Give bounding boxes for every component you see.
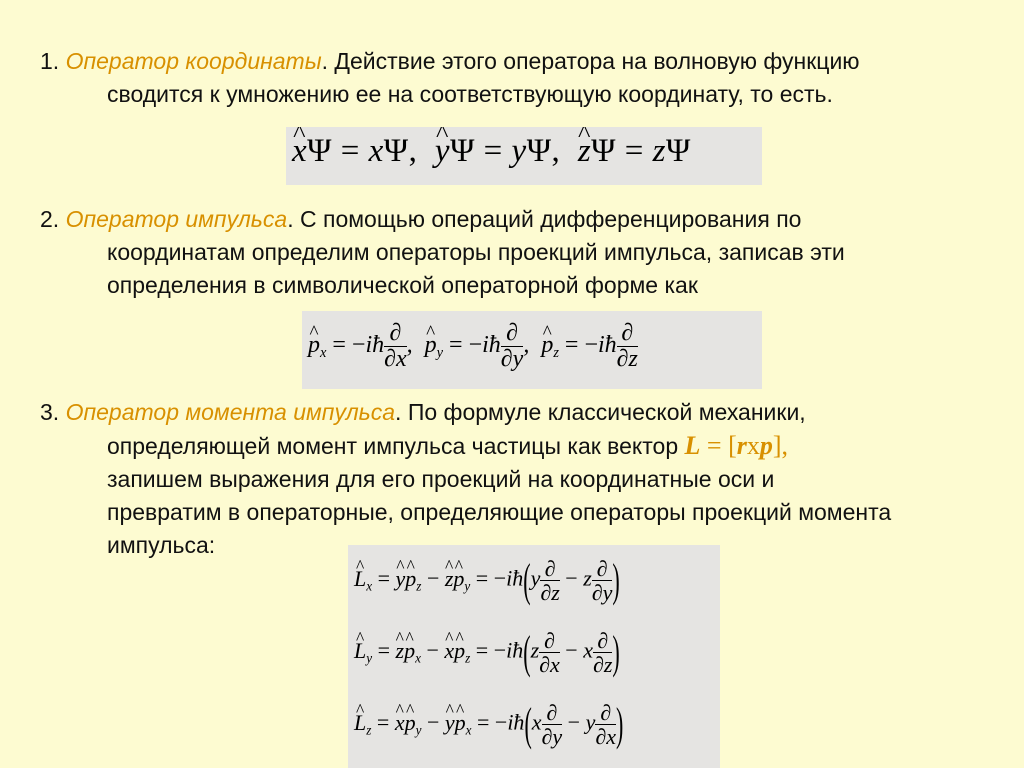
- vector-equals: = [: [700, 431, 737, 460]
- formula-angular-momentum-operator: [348, 545, 720, 768]
- paragraph-text: . С помощью операций дифференцирования по: [287, 206, 802, 232]
- formula-coordinate-operator: [286, 127, 762, 185]
- formula-coordinate-text: ^ xΨ = xΨ, ^ yΨ = yΨ, ^ zΨ = zΨ: [292, 133, 691, 170]
- formula-Lx: ^ $L_x$ = ^ y^ $p_z$ − ^ z^ $p_y$ = −iħ(y $\frac{\partial}{\partial z}$ − z $\frac{\partial}{\partial y}$ ): [354, 557, 620, 604]
- paragraph-text: координатам определим операторы проекций импульса, записав эти: [107, 239, 845, 265]
- formula-Lz: ^ $L_z$ = ^ x^ $p_y$ − ^ y^ $p_x$ = −iħ(x $\frac{\partial}{\partial y}$ − y $\frac{\partial}{\partial x}$ ): [354, 701, 623, 748]
- paragraph-text: определяющей момент импульса частицы как вектор: [107, 433, 685, 459]
- vector-close: ],: [772, 431, 789, 460]
- item-number: 1.: [40, 48, 66, 74]
- paragraph-text: превратим в операторные, определяющие операторы проекций момента: [107, 499, 892, 525]
- paragraph-text: . По формуле классической механики,: [395, 399, 806, 425]
- formula-momentum-text: ^ $p_x$ = −iħ $\frac{\partial}{\partial x}$ , ^ $p_y$ = −iħ $\frac{\partial}{\partial y}$ , ^ $p_z$ = −iħ $\frac{\partial}{\partial z}$: [308, 321, 638, 372]
- item-number: 2.: [40, 206, 66, 232]
- formula-Ly: ^ $L_y$ = ^ z^ $p_x$ − ^ x^ $p_z$ = −iħ(z $\frac{\partial}{\partial x}$ − x $\frac{\partial}{\partial z}$ ): [354, 629, 620, 676]
- paragraph-text: запишем выражения для его проекций на координатные оси и: [107, 466, 775, 492]
- vector-p: p: [759, 431, 773, 460]
- term-coordinate-operator: Оператор координаты: [65, 48, 322, 74]
- paragraph-text: сводится к умножению ее на соответствующую координату, то есть.: [107, 81, 833, 107]
- paragraph-coordinate-operator: [40, 45, 986, 111]
- paragraph-momentum-operator: [40, 203, 986, 302]
- vector-r: r: [736, 431, 747, 460]
- paragraph-text: импульса:: [107, 532, 216, 558]
- paragraph-angular-momentum-operator: [40, 396, 986, 562]
- term-angular-momentum-operator: Оператор момента импульса: [65, 399, 396, 425]
- paragraph-text: определения в символической операторной форме как: [107, 272, 698, 298]
- vector-L: L: [684, 431, 701, 460]
- vector-cross: x: [746, 431, 760, 460]
- item-number: 3.: [40, 399, 66, 425]
- paragraph-text: . Действие этого оператора на волновую функцию: [321, 48, 860, 74]
- formula-momentum-operator: [302, 311, 762, 389]
- term-momentum-operator: Оператор импульса: [65, 206, 288, 232]
